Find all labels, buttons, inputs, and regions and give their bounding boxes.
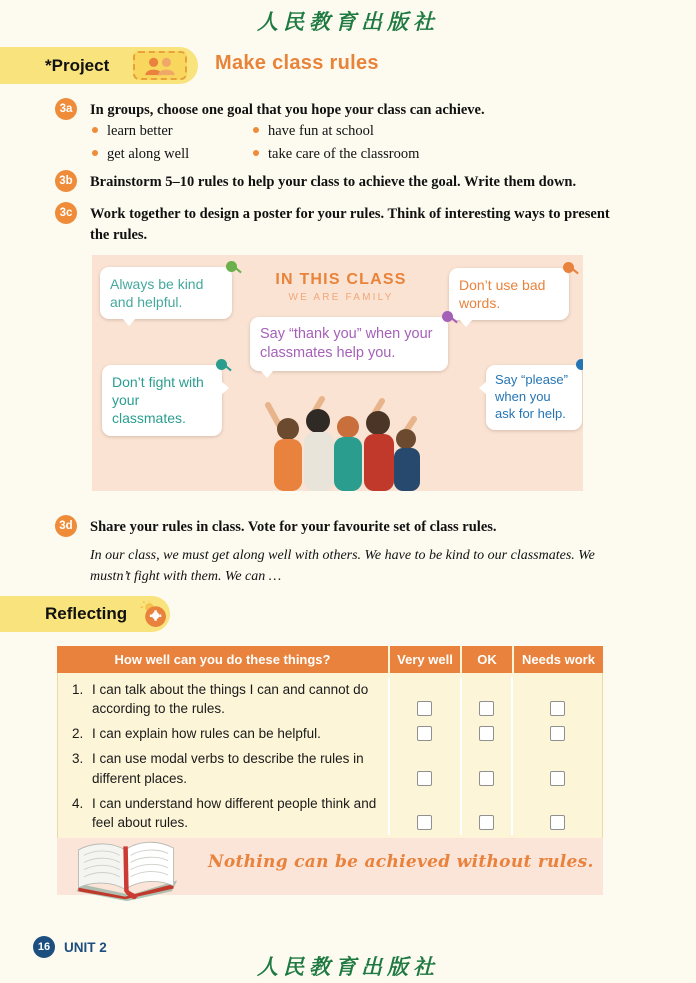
rule-bubble-please xyxy=(486,365,582,430)
project-label: *Project xyxy=(45,55,110,75)
checkbox-cell-needs-work xyxy=(511,791,602,835)
poster-title: IN THIS CLASS xyxy=(275,271,407,288)
bullet-dot-icon xyxy=(92,150,98,156)
table-header-row xyxy=(57,646,603,673)
class-rules-poster xyxy=(92,255,583,491)
table-row xyxy=(58,791,602,835)
rule-text: Say “please” when you ask for help. xyxy=(495,372,568,421)
checkbox-cell-very-well xyxy=(388,746,460,790)
group-people-icon xyxy=(133,51,187,80)
statement-text: I can explain how rules can be helpful. xyxy=(92,726,321,742)
checkbox[interactable] xyxy=(417,701,432,716)
statement-cell xyxy=(58,677,388,721)
children-illustration xyxy=(250,395,430,491)
statement-cell xyxy=(58,746,388,790)
rule-bubble-thank-you xyxy=(250,317,448,371)
table-row xyxy=(58,721,602,746)
bullet-item xyxy=(92,123,173,140)
pushpin-icon xyxy=(216,359,227,370)
poster-heading xyxy=(250,271,432,303)
table-header-ok: OK xyxy=(460,646,512,673)
bullet-item xyxy=(253,146,419,163)
checkbox[interactable] xyxy=(550,771,565,786)
checkbox[interactable] xyxy=(479,815,494,830)
checkbox[interactable] xyxy=(479,771,494,786)
statement-number: 3. xyxy=(72,751,84,767)
reflecting-banner xyxy=(0,596,170,632)
checkbox-cell-needs-work xyxy=(511,677,602,721)
bullet-label: take care of the classroom xyxy=(268,146,420,162)
table-header-needs-work: Needs work xyxy=(512,646,603,673)
statement-text: I can understand how different people think and feel about rules. xyxy=(92,795,377,830)
checkbox[interactable] xyxy=(550,815,565,830)
open-book-icon xyxy=(60,832,192,902)
bullet-item xyxy=(92,146,189,163)
statement-number: 2. xyxy=(72,726,84,742)
statement-cell xyxy=(58,791,388,835)
self-assessment-table xyxy=(57,646,603,844)
bullet-dot-icon xyxy=(253,150,259,156)
checkbox-cell-ok xyxy=(460,721,512,746)
page-number-badge: 16 xyxy=(33,936,55,958)
thinking-head-icon xyxy=(140,601,167,628)
task-3a-text: In groups, choose one goal that you hope your class can achieve. xyxy=(90,102,485,118)
bullet-label: learn better xyxy=(107,123,173,139)
rule-text: Say “thank you” when your classmates help you. xyxy=(260,326,433,361)
page-title: Make class rules xyxy=(215,52,379,74)
statement-text: I can talk about the things I can and cannot do according to the rules. xyxy=(92,682,369,717)
table-header-question: How well can you do these things? xyxy=(57,646,388,673)
bullet-item xyxy=(253,123,374,140)
rule-bubble-bad-words xyxy=(449,268,569,320)
bullet-label: have fun at school xyxy=(268,123,374,139)
checkbox[interactable] xyxy=(417,771,432,786)
checkbox-cell-ok xyxy=(460,746,512,790)
statement-number: 1. xyxy=(72,682,84,697)
rule-text: Always be kind and helpful. xyxy=(110,276,204,311)
pushpin-icon xyxy=(563,262,574,273)
checkbox-cell-ok xyxy=(460,791,512,835)
task-3b-text: Brainstorm 5–10 rules to help your class to achieve the goal. Write them down. xyxy=(90,174,577,190)
table-body xyxy=(57,673,603,844)
checkbox[interactable] xyxy=(417,726,432,741)
unit-label: UNIT 2 xyxy=(64,940,107,955)
statement-text: I can use modal verbs to describe the rules in different places. xyxy=(92,751,364,786)
example-answer-text: In our class, we must get along well with others. We have to be kind to our classmates. We mustn’t fight with them. We can … xyxy=(90,548,595,584)
task-3c-text: Work together to design a poster for your rules. Think of interesting ways to present the rules. xyxy=(90,206,610,244)
pushpin-icon xyxy=(226,261,237,272)
task-badge-3d: 3d xyxy=(55,515,77,537)
poster-subtitle: WE ARE FAMILY xyxy=(288,292,394,303)
checkbox-cell-needs-work xyxy=(511,746,602,790)
statement-cell xyxy=(58,721,388,746)
checkbox-cell-needs-work xyxy=(511,721,602,746)
bullet-dot-icon xyxy=(92,127,98,133)
task-3d-text: Share your rules in class. Vote for your favourite set of class rules. xyxy=(90,519,497,535)
statement-number: 4. xyxy=(72,795,84,811)
table-row xyxy=(58,746,602,790)
task-badge-3a: 3a xyxy=(55,98,77,120)
checkbox-cell-very-well xyxy=(388,677,460,721)
checkbox-cell-very-well xyxy=(388,791,460,835)
bullet-dot-icon xyxy=(253,127,259,133)
checkbox-cell-ok xyxy=(460,677,512,721)
rule-text: Don’t use bad words. xyxy=(459,277,546,312)
pushpin-icon xyxy=(442,311,453,322)
publisher-logo-bottom: 人民教育出版社 xyxy=(257,955,439,979)
task-badge-3c: 3c xyxy=(55,202,77,224)
checkbox[interactable] xyxy=(479,701,494,716)
table-header-very-well: Very well xyxy=(388,646,460,673)
checkbox[interactable] xyxy=(479,726,494,741)
checkbox[interactable] xyxy=(550,701,565,716)
checkbox-cell-very-well xyxy=(388,721,460,746)
quote-text: Nothing can be achieved without rules. xyxy=(208,852,594,872)
task-badge-3b: 3b xyxy=(55,170,77,192)
pushpin-icon xyxy=(576,359,583,370)
bullet-label: get along well xyxy=(107,146,190,162)
publisher-logo-top: 人民教育出版社 xyxy=(257,10,439,34)
rule-bubble-fight xyxy=(102,365,222,436)
checkbox[interactable] xyxy=(550,726,565,741)
checkbox[interactable] xyxy=(417,815,432,830)
reflecting-label: Reflecting xyxy=(45,604,128,623)
table-row xyxy=(58,677,602,721)
rule-text: Don’t fight with your classmates. xyxy=(112,374,204,427)
rule-bubble-kind xyxy=(100,267,232,319)
project-banner xyxy=(0,47,198,84)
